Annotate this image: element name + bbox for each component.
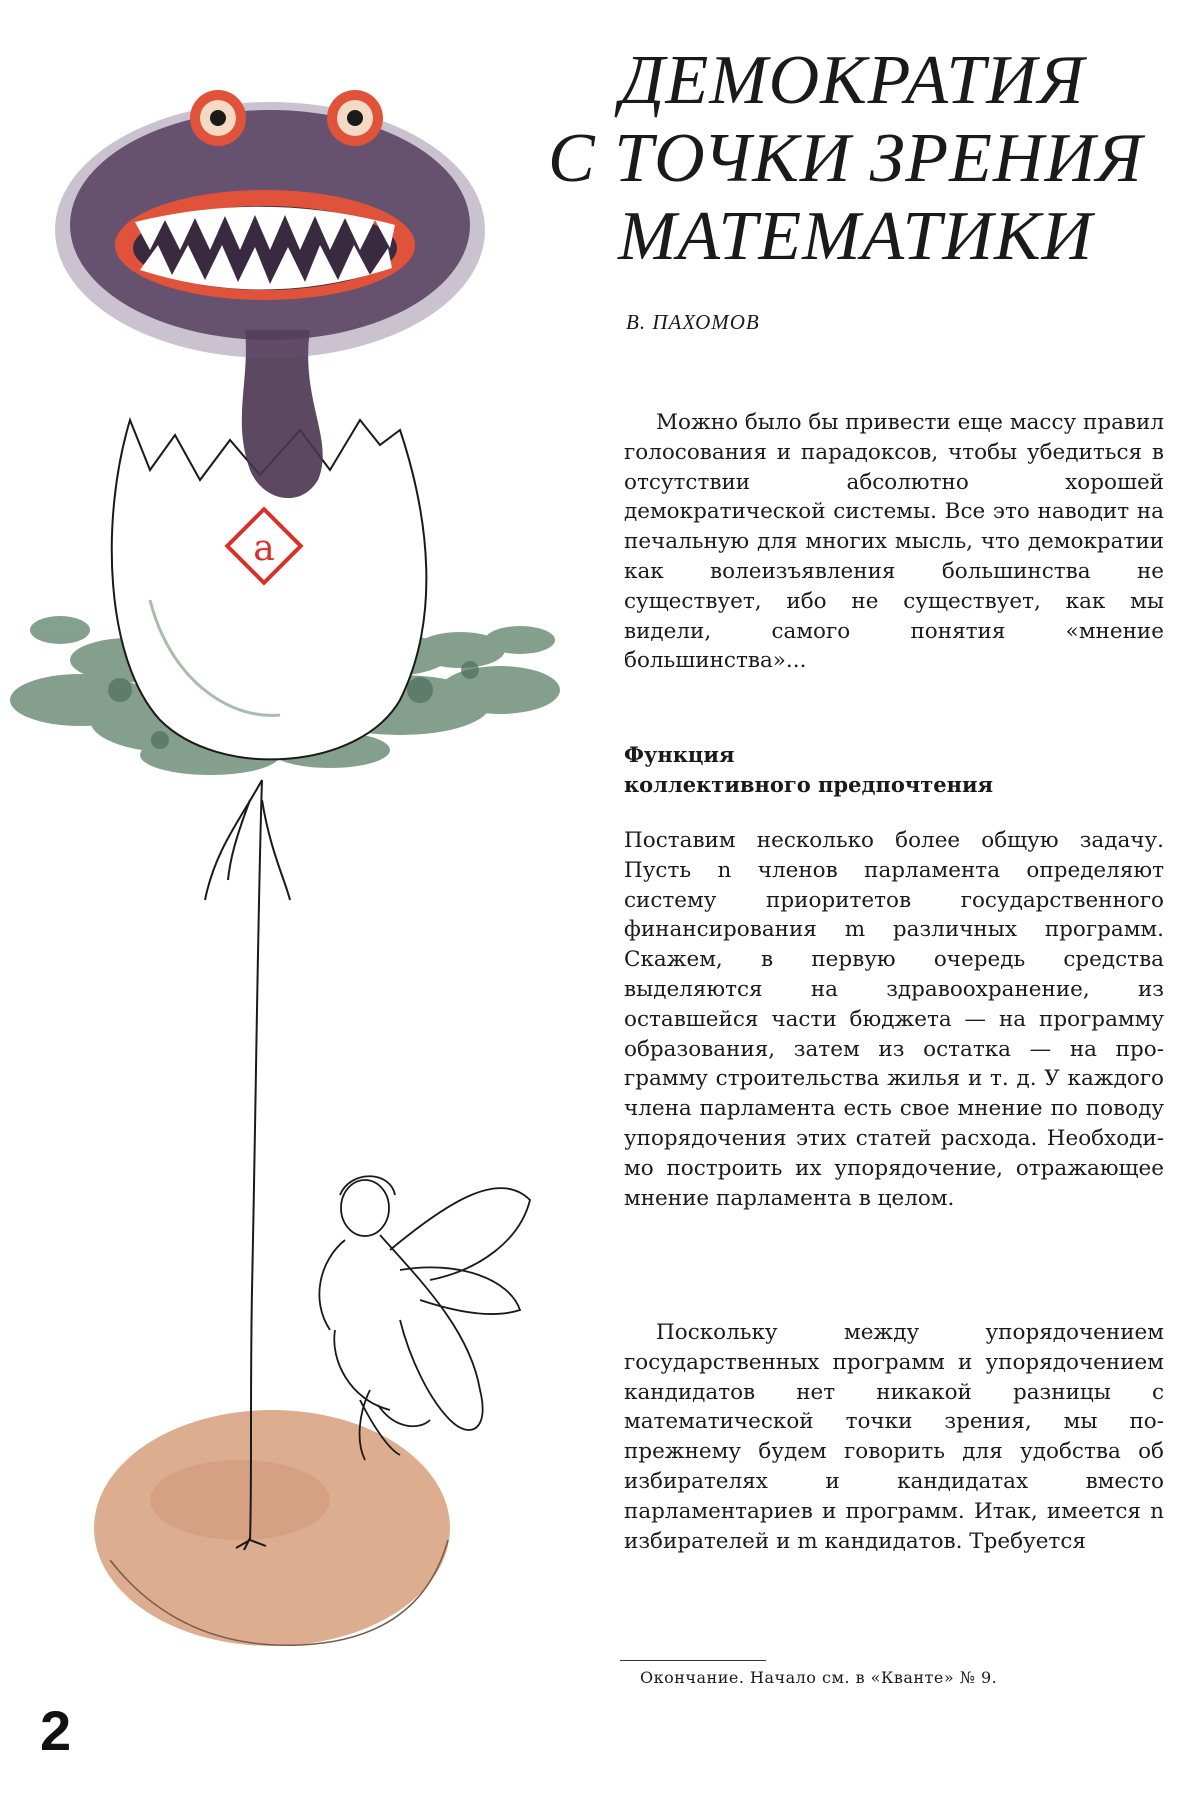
section-heading-line-1: Функция (624, 742, 735, 767)
monster-eye-right (327, 90, 383, 146)
illustration (0, 0, 600, 1700)
article-title (548, 42, 1188, 276)
angel-figure (319, 1176, 530, 1460)
title-line-2: С ТОЧКИ ЗРЕНИЯ (548, 120, 1144, 197)
body-paragraph-3: Поскольку между упорядочением государственных программ и упорядочением кандидатов нет никакой разницы с математической точки зрения, мы по-прежнему будем говорить для удобства об избирателях и кандидатах вместо парламентариев и программ. Итак, имеется n избирателей и m кандидатов. Требуется (624, 1320, 1164, 1554)
body-paragraph-2: Поставим несколько более общую задачу. Пусть n членов парламента определяют систему приоритетов государственного финансирования m различных программ. Скажем, в первую очередь средства выделяются на здравоохранение, из оставшейся части бюджета — на программу образования, затем из остатка — на программу строительства жилья и т. д. У каждого члена парламента есть свое мнение по поводу упорядочения этих статей расхода. Необходимо построить их упорядочение, отражающее мнение парламента в целом. (624, 828, 1164, 1211)
page-number: 2 (40, 1699, 72, 1762)
monster-eye-left (190, 90, 246, 146)
monster-head (55, 90, 485, 358)
title-line-1: ДЕМОКРАТИЯ (620, 42, 1085, 119)
section-heading (624, 740, 1164, 800)
footnote-rule (620, 1660, 766, 1661)
section-heading-line-2: коллективного предпочтения (624, 772, 994, 797)
svg-text:a: a (253, 528, 275, 569)
footnote: Окончание. Начало см. в «Кванте» № 9. (640, 1668, 998, 1687)
intro-paragraph: Можно было бы привести еще массу правил голосования и парадоксов, чтобы убедиться в отсутствии абсолютно хорошей демократической системы. Все это наводит на печальную для многих мысль, что демократии как волеизъявления большинства не существует, ибо не существует, как мы видели, самого понятия «мнение большинства»... (624, 410, 1164, 674)
article-author: В. ПАХОМОВ (626, 310, 760, 334)
title-line-3: МАТЕМАТИКИ (618, 198, 1094, 275)
